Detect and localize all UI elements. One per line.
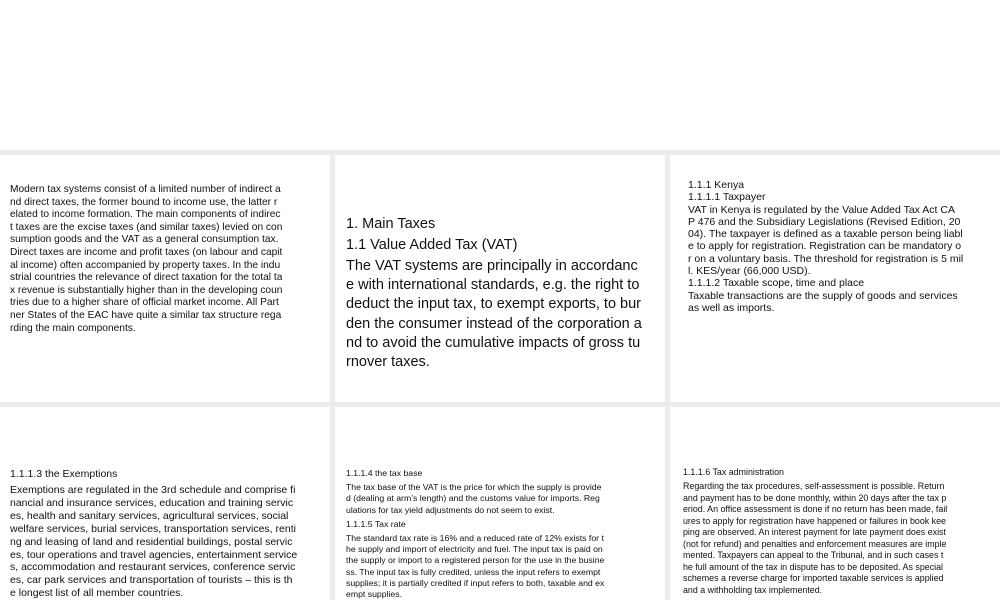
exemptions-line: es, tour operations and travel agencies, entertainment service (10, 548, 298, 561)
kenya-heading: 1.1.1 Kenya (688, 179, 745, 191)
administration-line: eriod. An office assessment is done if no return has been made, fail (683, 504, 948, 515)
intro-line: sumption goods and the VAT as a general consumption tax. (10, 234, 279, 246)
tax-administration-heading: 1.1.1.6 Tax administration (683, 467, 784, 477)
intro-panel (0, 155, 330, 402)
exemptions-line: welfare services, burial services, transportation services, renti (10, 522, 296, 535)
intro-line: strial countries the relevance of direct taxation for the total ta (10, 272, 283, 284)
scope-line: as well as imports. (688, 301, 775, 314)
intro-line: nd direct taxes, the former bound to income use, the latter r (10, 196, 278, 208)
tax-administration-panel (670, 407, 1000, 600)
intro-line: tries due to a higher share of official market income. All Part (10, 297, 279, 309)
vat-line: rnover taxes. (346, 354, 430, 371)
taxpayer-line: l. KES/year (66,000 USD). (688, 265, 811, 278)
taxpayer-line: 04). The taxpayer is defined as a taxable person being liabl (688, 228, 963, 241)
top-blank-area (0, 0, 1000, 150)
intro-line: Direct taxes are income and profit taxes (on labour and capit (10, 246, 283, 258)
vat-body (346, 257, 642, 372)
intro-line: rding the main components. (10, 322, 136, 334)
scope-line: Taxable transactions are the supply of goods and services (688, 289, 958, 302)
tax-base-line: ulations for tax yield adjustments do not seem to exist. (346, 504, 555, 515)
kenya-panel (670, 155, 1000, 402)
exemptions-panel (0, 407, 330, 600)
tax-rate-line: ss. The input tax is fully credited, unless the input refers to exempt (346, 566, 601, 577)
exemptions-line: es, health and sanitary services, agricultural services, social (10, 509, 289, 522)
administration-line: (not for refund) and penalties and enforcement measures are imple (683, 538, 947, 549)
exemptions-line: nancial and insurance services, education and training servic (10, 496, 294, 509)
administration-line: mented. Taxpayers can appeal to the Tribunal, and in such cases t (683, 550, 944, 561)
intro-line: al income) often accompanied by property taxes. In the indu (10, 259, 281, 271)
vat-line: deduct the input tax, to exempt exports, to bur (346, 296, 642, 313)
exemptions-line: Exemptions are regulated in the 3rd schedule and comprise fi (10, 484, 296, 496)
intro-line: x revenue is substantially higher than in the developing coun (10, 284, 283, 296)
exemptions-line: ng and leasing of land and residential buildings, postal servic (10, 535, 293, 548)
administration-line: schemes a reverse charge for imported taxable services is applied (683, 573, 944, 584)
tax-rate-heading: 1.1.1.5 Tax rate (346, 518, 406, 529)
administration-line: and payment has to be done monthly, within 20 days after the tax p (683, 492, 947, 503)
kenya-block (688, 179, 963, 314)
vat-line: nd to avoid the cumulative impacts of gross tu (346, 334, 641, 351)
administration-line: ures to apply for registration have happened or failures in book kee (683, 515, 946, 526)
taxpayer-line: e to apply for registration. Registration can be mandatory o (688, 240, 962, 253)
tax-base-line: d (dealing at arm’s length) and the customs value for imports. Reg (346, 493, 600, 504)
intro-line: elated to income formation. The main components of indirec (10, 209, 281, 221)
administration-line: and a withholding tax implemented. (683, 584, 823, 595)
main-taxes-heading: 1. Main Taxes (346, 216, 436, 232)
administration-line: ping are observed. An interest payment for late payment does exist (683, 527, 946, 538)
taxpayer-line: r on a voluntary basis. The threshold for registration is 5 mil (688, 252, 964, 265)
vat-heading: 1.1 Value Added Tax (VAT) (346, 237, 518, 253)
tax-rate-line: he supply and import of electricity and fuel. The input tax is paid on (346, 544, 603, 555)
intro-line: Modern tax systems consist of a limited number of indirect a (10, 184, 281, 195)
exemptions-line: s, accommodation and restaurant services, conference servic (10, 561, 296, 574)
tax-base-block (346, 468, 604, 600)
exemptions-line: e longest list of all member countries. (10, 587, 184, 600)
tax-base-line: The tax base of the VAT is the price for which the supply is provide (346, 482, 602, 493)
tax-administration-body (683, 481, 947, 596)
vat-panel (335, 155, 665, 402)
intro-line: t taxes are the excise taxes (and similar taxes) levied on con (10, 221, 283, 233)
taxpayer-line: VAT in Kenya is regulated by the Value Added Tax Act CA (688, 203, 955, 216)
intro-text (10, 184, 282, 335)
tax-rate-line: The standard tax rate is 16% and a reduced rate of 12% exists for t (346, 533, 604, 544)
vat-line: The VAT systems are principally in accordanc (346, 258, 638, 274)
scope-subheading: 1.1.1.2 Taxable scope, time and place (688, 277, 865, 290)
taxpayer-subheading: 1.1.1.1 Taxpayer (688, 191, 766, 204)
tax-base-panel (335, 407, 665, 600)
intro-line: ner States of the EAC have quite a similar tax structure rega (10, 309, 282, 321)
vat-line: den the consumer instead of the corporation a (346, 315, 642, 332)
tax-rate-line: supplies; it is partially credited if input refers to both, taxable and ex (346, 577, 605, 588)
tax-base-heading: 1.1.1.4 the tax base (346, 468, 423, 478)
administration-line: Regarding the tax procedures, self-assessment is possible. Return (683, 481, 945, 491)
exemptions-line: es, car park services and transportation of tourists – this is th (10, 574, 293, 587)
tax-rate-line: empt supplies. (346, 589, 403, 600)
vat-line: e with international standards, e.g. the right to (346, 277, 640, 294)
exemptions-heading: 1.1.1.3 the Exemptions (10, 468, 118, 480)
tax-rate-line: the supply or import to a registered person for the use in the busine (346, 555, 605, 566)
exemptions-body (10, 484, 297, 600)
taxpayer-line: P 476 and the Subsidiary Legislations (Revised Edition, 20 (688, 215, 961, 228)
administration-line: he full amount of the tax in dispute has to be deposited. As special (683, 561, 944, 572)
